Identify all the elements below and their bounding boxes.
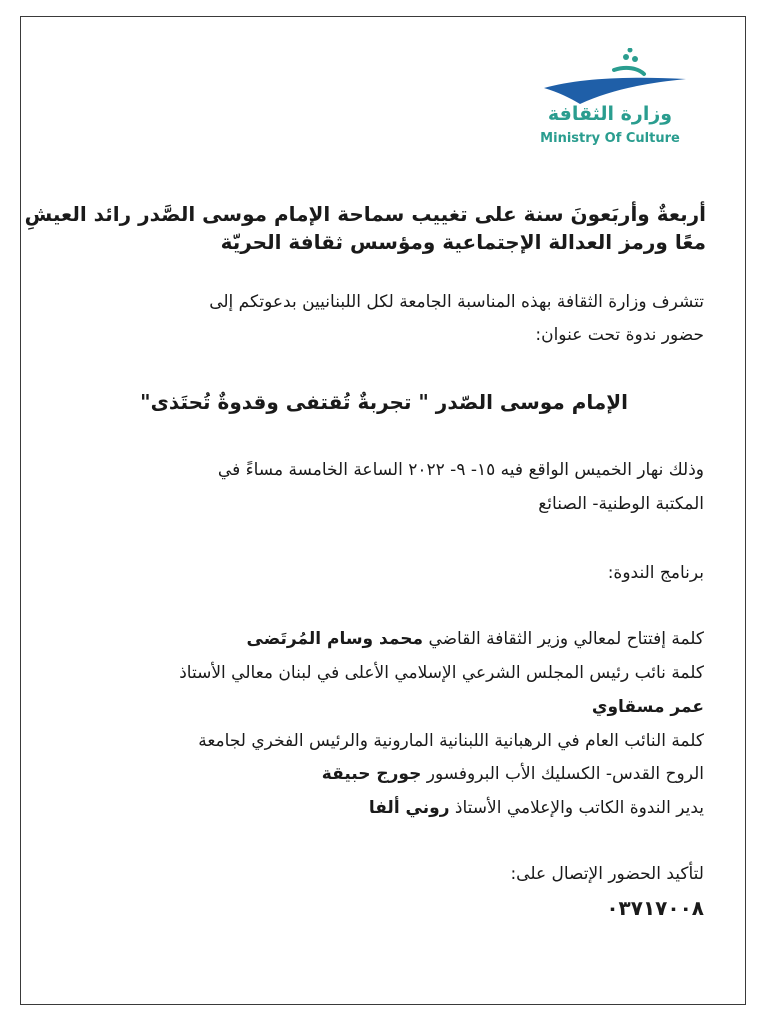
program-item-3-name: جورج حبيقة bbox=[321, 764, 422, 784]
program-item-3-line-1: كلمة النائب العام في الرهبانية اللبنانية المارونية والرئيس الفخري لجامعة bbox=[198, 731, 704, 751]
program-item-4 bbox=[369, 796, 704, 820]
program-item-1 bbox=[247, 627, 704, 651]
contact-label: لتأكيد الحضور الإتصال على: bbox=[510, 864, 704, 884]
program-item-4-text: يدير الندوة الكاتب والإعلامي الأستاذ bbox=[454, 798, 704, 818]
program-item-3-text: الروح القدس- الكسليك الأب البروفسور bbox=[426, 764, 704, 784]
program-item-3 bbox=[322, 762, 704, 786]
logo-english-text: Ministry Of Culture bbox=[540, 131, 680, 146]
schedule-line-2: المكتبة الوطنية- الصنائع bbox=[538, 494, 704, 514]
contact-phone[interactable]: ٠٣٧١٧٠٠٨ bbox=[606, 896, 704, 920]
heading-line-2: معًا ورمز العدالة الإجتماعية ومؤسس ثقافة الحريّة bbox=[220, 230, 706, 254]
program-item-2-name: عمر مسقاوي bbox=[591, 697, 704, 717]
heading-line-1: أربعةٌ وأربَعونَ سنة على تغييب سماحة الإمام موسى الصَّدر رائد العيشِ bbox=[24, 202, 706, 226]
ministry-logo bbox=[530, 40, 700, 155]
program-item-4-name: روني ألفا bbox=[368, 798, 450, 818]
logo-arabic-text: وزارة الثقافة bbox=[547, 103, 673, 125]
seminar-title: الإمام موسى الصّدر " تجربةٌ تُقتفى وقدوةٌ تُحتَذى" bbox=[140, 390, 628, 414]
program-item-1-text: كلمة إفتتاح لمعالي وزير الثقافة القاضي bbox=[428, 629, 704, 649]
program-item-2-line-1: كلمة نائب رئيس المجلس الشرعي الإسلامي الأعلى في لبنان معالي الأستاذ bbox=[179, 663, 704, 683]
invitation-line-2: حضور ندوة تحت عنوان: bbox=[535, 325, 704, 345]
program-label: برنامج الندوة: bbox=[607, 563, 704, 583]
invitation-line-1: تتشرف وزارة الثقافة بهذه المناسبة الجامعة لكل اللبنانيين بدعوتكم إلى bbox=[209, 292, 704, 312]
schedule-line-1: وذلك نهار الخميس الواقع فيه ١٥- ٩- ٢٠٢٢ الساعة الخامسة مساءً في bbox=[217, 460, 704, 480]
program-item-1-name: محمد وسام المُرتَضى bbox=[246, 629, 424, 649]
logo-wave-icon bbox=[540, 48, 690, 108]
